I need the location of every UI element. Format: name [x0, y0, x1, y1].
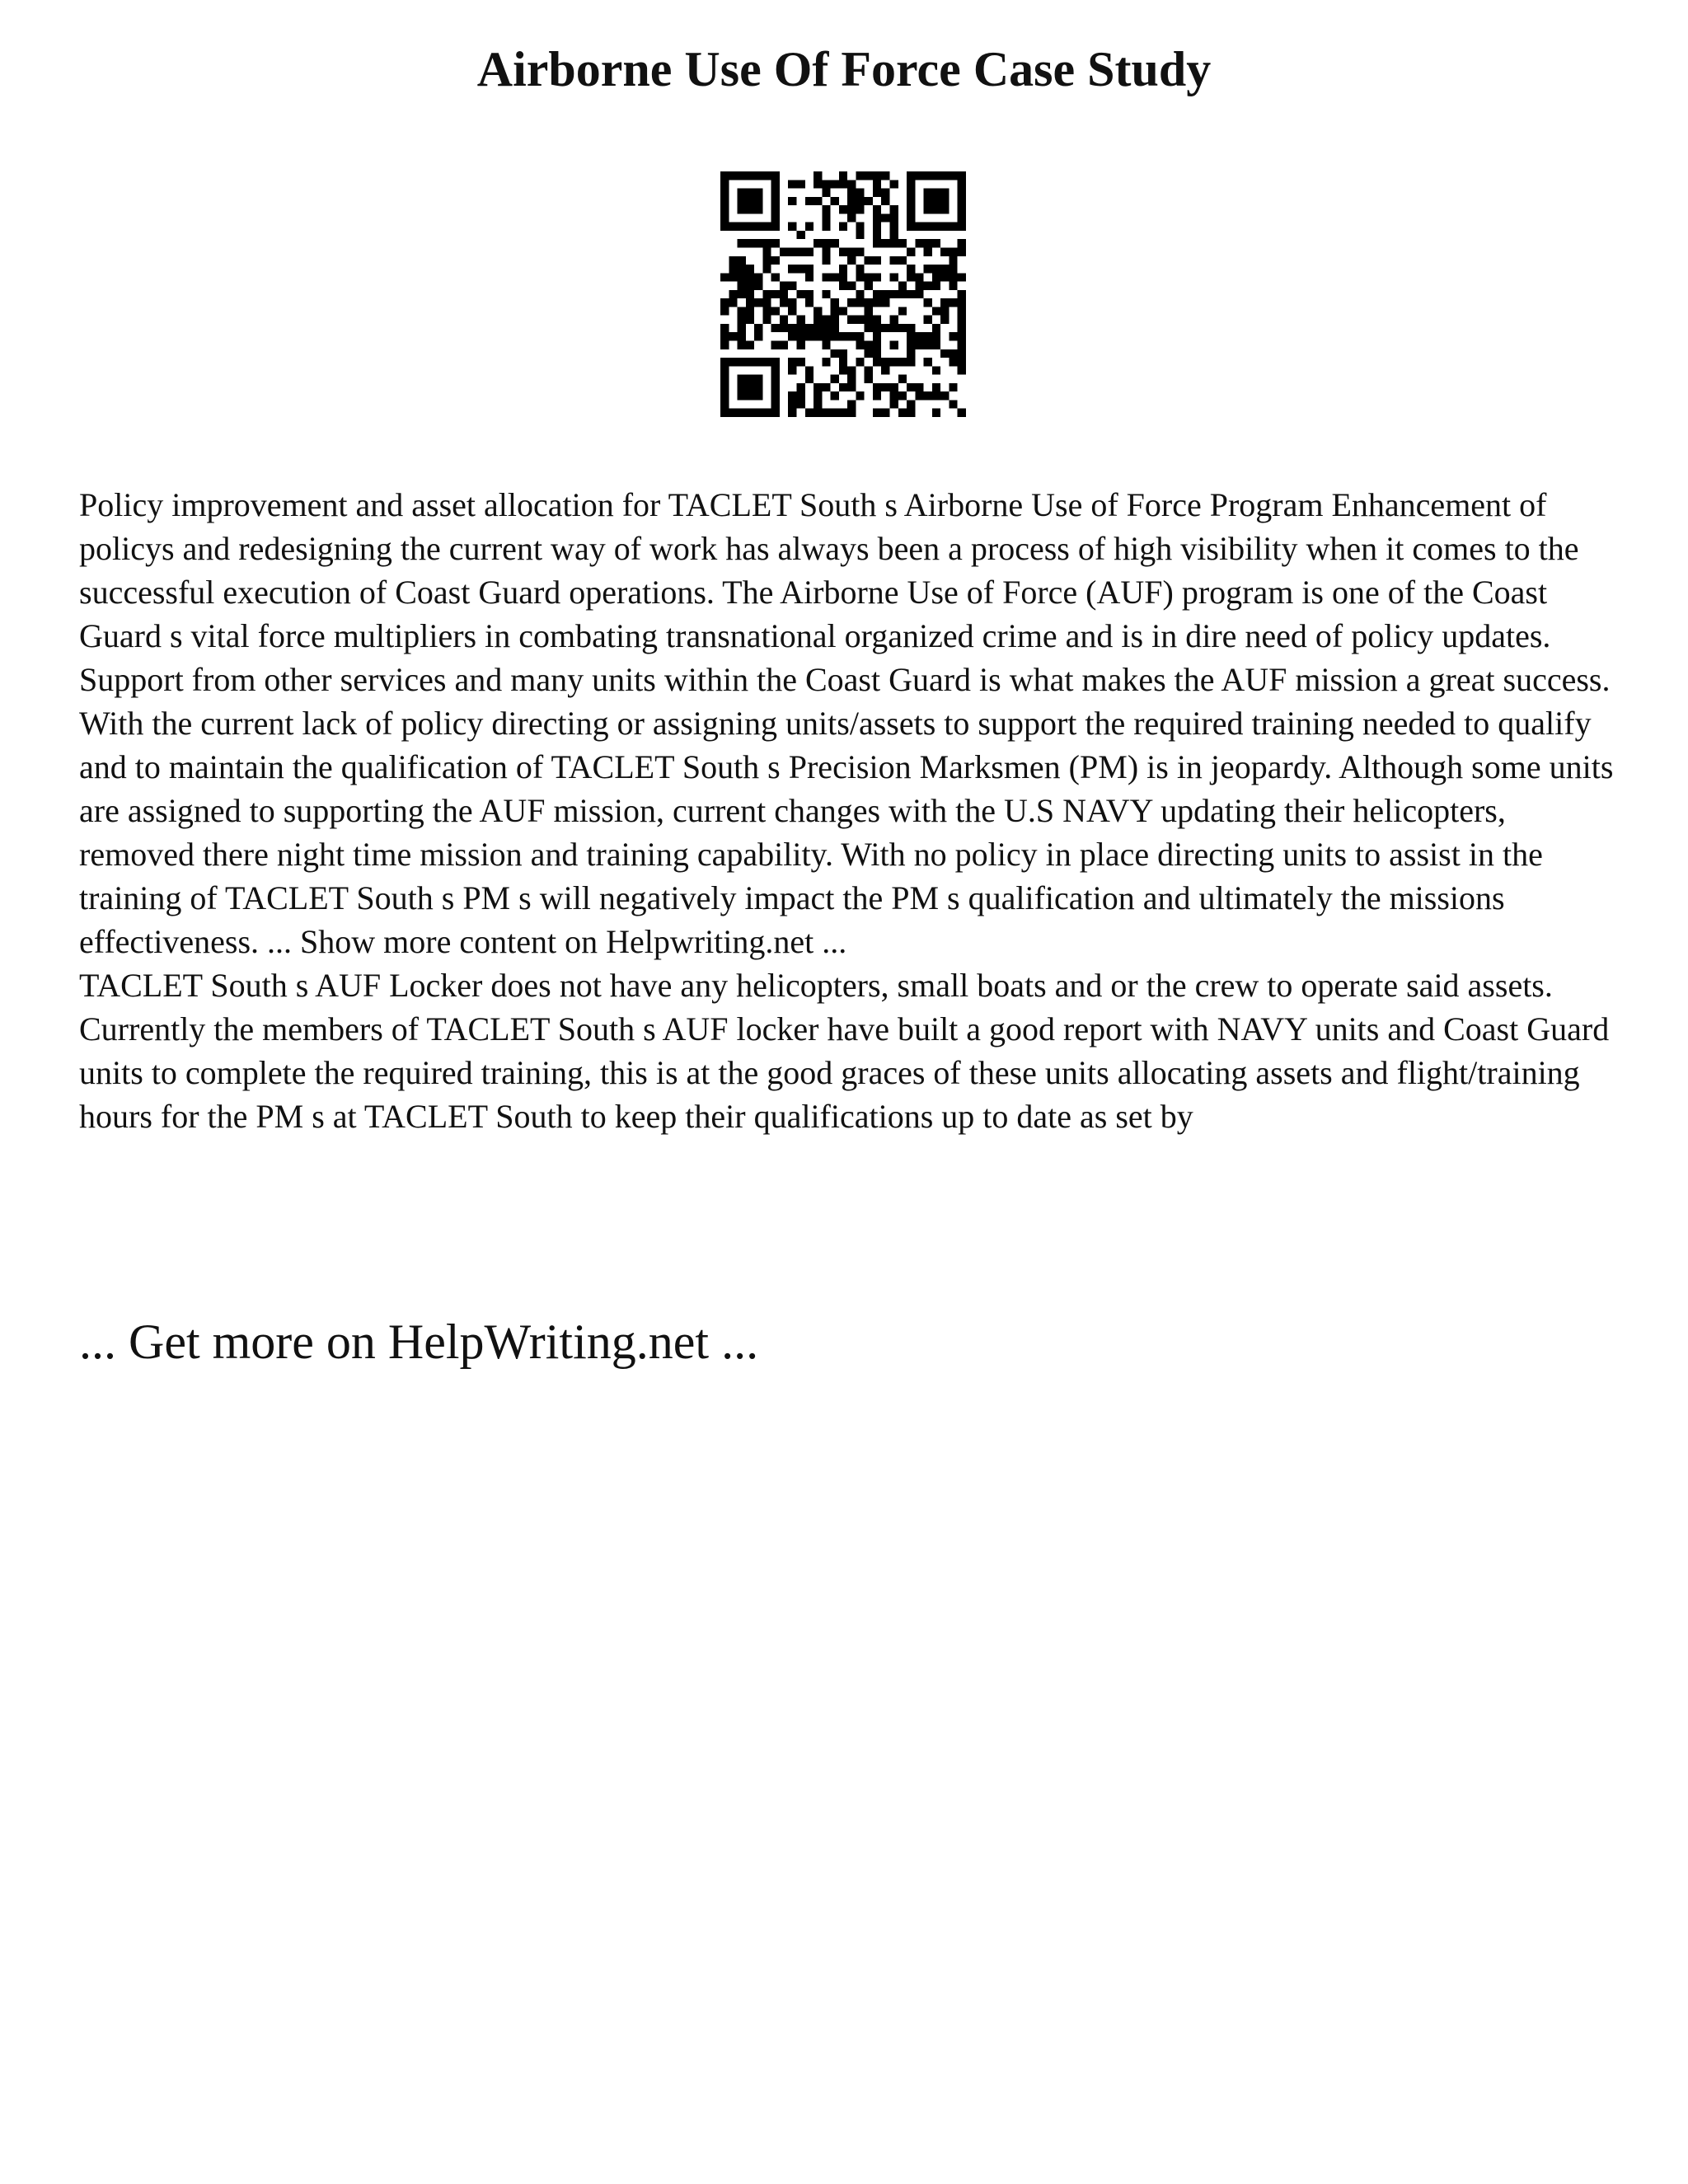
page-title: Airborne Use Of Force Case Study — [476, 42, 1212, 96]
paragraph-3: TACLET South s AUF Locker does not have any helicopters, small boats and or the crew to operate said assets. Currently the members of TACLET South s AUF locker have built a good report with NAVY units and Coast Guard units to complete the required training, this is at the good graces of these units allocating assets and flight/training hours for the PM s at TACLET South to keep their qualifications up to date as set by — [79, 967, 1610, 1135]
get-more-link[interactable]: ... Get more on HelpWriting.net ... — [79, 1315, 759, 1369]
paragraph-1: Policy improvement and asset allocation for TACLET South s Airborne Use of Force Program Enhancement of policys and redesigning the current way of work has always been a process of high visibility when it comes to the successful execution of Coast Guard operations. The Airborne Use of Force (AUF) program is one of the Coast Guard s vital force multipliers in combating transnational organized crime and is in dire need of policy updates. Support from other services and many units within the Coast Guard is what makes the AUF mission a great success. — [79, 486, 1611, 698]
qr-code-icon — [720, 171, 966, 417]
paragraph-2: With the current lack of policy directing or assigning units/assets to support the required training needed to qualify and to maintain the qualification of TACLET South s Precision Marksmen (PM) is in jeopardy. Although some units are assigned to supporting the AUF mission, current changes with the U.S NAVY updating their helicopters, removed there night time mission and training capability. With no policy in place directing units to assist in the training of TACLET South s PM s will negatively impact the PM s qualification and ultimately the missions effectiveness. ... Show more content on Helpwriting.net ... — [79, 705, 1614, 960]
article-body — [79, 483, 1629, 1138]
